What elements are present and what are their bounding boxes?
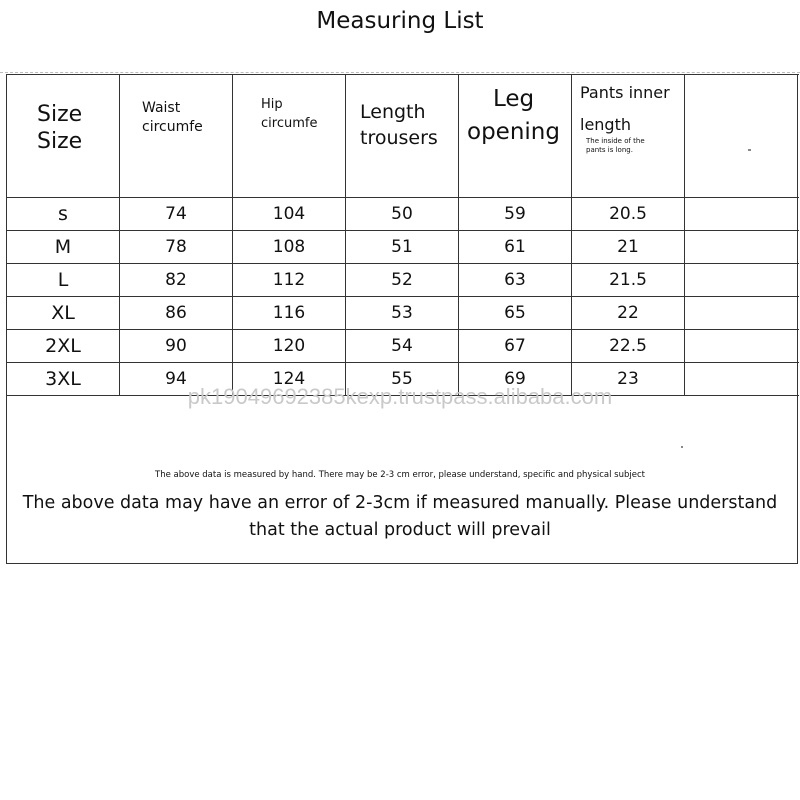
header-inner-length bbox=[572, 75, 685, 198]
cell-hip: 104 bbox=[233, 198, 346, 231]
cell-waist: 74 bbox=[120, 198, 233, 231]
cell-hip: 124 bbox=[233, 363, 346, 396]
cell-leg: 67 bbox=[459, 330, 572, 363]
cell-inner: 23 bbox=[572, 363, 685, 396]
header-waist bbox=[120, 75, 233, 198]
cell-waist: 94 bbox=[120, 363, 233, 396]
cell-leg: 65 bbox=[459, 297, 572, 330]
table-row bbox=[7, 330, 799, 363]
header-blank bbox=[685, 75, 799, 198]
cell-length: 54 bbox=[346, 330, 459, 363]
cell-blank bbox=[685, 297, 799, 330]
header-length-line2: trousers bbox=[360, 127, 438, 149]
header-inner-line2: length bbox=[580, 115, 631, 134]
cell-blank bbox=[685, 264, 799, 297]
cell-inner: 21 bbox=[572, 231, 685, 264]
cell-size: M bbox=[7, 231, 120, 264]
header-length bbox=[346, 75, 459, 198]
header-inner-line1: Pants inner bbox=[580, 83, 670, 102]
cell-hip: 108 bbox=[233, 231, 346, 264]
disclaimer-large: The above data may have an error of 2-3cm if measured manually. Please understand that the actual product will prevail bbox=[22, 493, 778, 540]
cell-hip: 120 bbox=[233, 330, 346, 363]
table-row bbox=[7, 297, 799, 330]
cell-leg: 59 bbox=[459, 198, 572, 231]
cell-hip: 112 bbox=[233, 264, 346, 297]
disclaimer-small: The above data is measured by hand. There may be 2-3 cm error, please understand, specific and physical subject bbox=[155, 470, 645, 480]
cell-leg: 63 bbox=[459, 264, 572, 297]
stray-dot bbox=[681, 446, 683, 448]
cell-length: 55 bbox=[346, 363, 459, 396]
table-row bbox=[7, 231, 799, 264]
header-hip-line1: Hip bbox=[261, 97, 283, 112]
cell-inner: 21.5 bbox=[572, 264, 685, 297]
header-row bbox=[7, 75, 799, 198]
cell-hip: 116 bbox=[233, 297, 346, 330]
cell-length: 53 bbox=[346, 297, 459, 330]
page-title: Measuring List bbox=[316, 8, 484, 34]
cell-size: 3XL bbox=[7, 363, 120, 396]
cell-waist: 82 bbox=[120, 264, 233, 297]
cell-blank bbox=[685, 330, 799, 363]
header-leg-opening bbox=[459, 75, 572, 198]
cell-size: s bbox=[7, 198, 120, 231]
header-size-line1: Size bbox=[37, 102, 83, 127]
header-leg-line2: opening bbox=[467, 119, 560, 145]
header-waist-line2: circumfe bbox=[142, 119, 203, 135]
cell-waist: 86 bbox=[120, 297, 233, 330]
watermark: pk19049692385kexp.trustpass.alibaba.com bbox=[187, 384, 613, 409]
header-size bbox=[7, 75, 120, 198]
header-inner-note: The inside of the pants is long. bbox=[586, 137, 645, 154]
cell-waist: 78 bbox=[120, 231, 233, 264]
header-leg-line1: Leg bbox=[493, 86, 535, 112]
cell-leg: 69 bbox=[459, 363, 572, 396]
table-row bbox=[7, 198, 799, 231]
cell-inner: 22.5 bbox=[572, 330, 685, 363]
cell-blank bbox=[685, 231, 799, 264]
cell-blank bbox=[685, 198, 799, 231]
cell-length: 50 bbox=[346, 198, 459, 231]
cell-size: L bbox=[7, 264, 120, 297]
cell-waist: 90 bbox=[120, 330, 233, 363]
stray-dot bbox=[748, 149, 751, 151]
size-table bbox=[6, 74, 799, 396]
cell-size: 2XL bbox=[7, 330, 120, 363]
cell-size: XL bbox=[7, 297, 120, 330]
header-waist-line1: Waist bbox=[142, 100, 181, 116]
cell-inner: 22 bbox=[572, 297, 685, 330]
table-row bbox=[7, 264, 799, 297]
header-size-line2: Size bbox=[37, 129, 83, 154]
cell-inner: 20.5 bbox=[572, 198, 685, 231]
cell-length: 52 bbox=[346, 264, 459, 297]
header-length-line1: Length bbox=[360, 101, 426, 123]
header-hip-line2: circumfe bbox=[261, 116, 318, 131]
top-divider bbox=[0, 72, 800, 73]
cell-length: 51 bbox=[346, 231, 459, 264]
cell-leg: 61 bbox=[459, 231, 572, 264]
header-hip bbox=[233, 75, 346, 198]
